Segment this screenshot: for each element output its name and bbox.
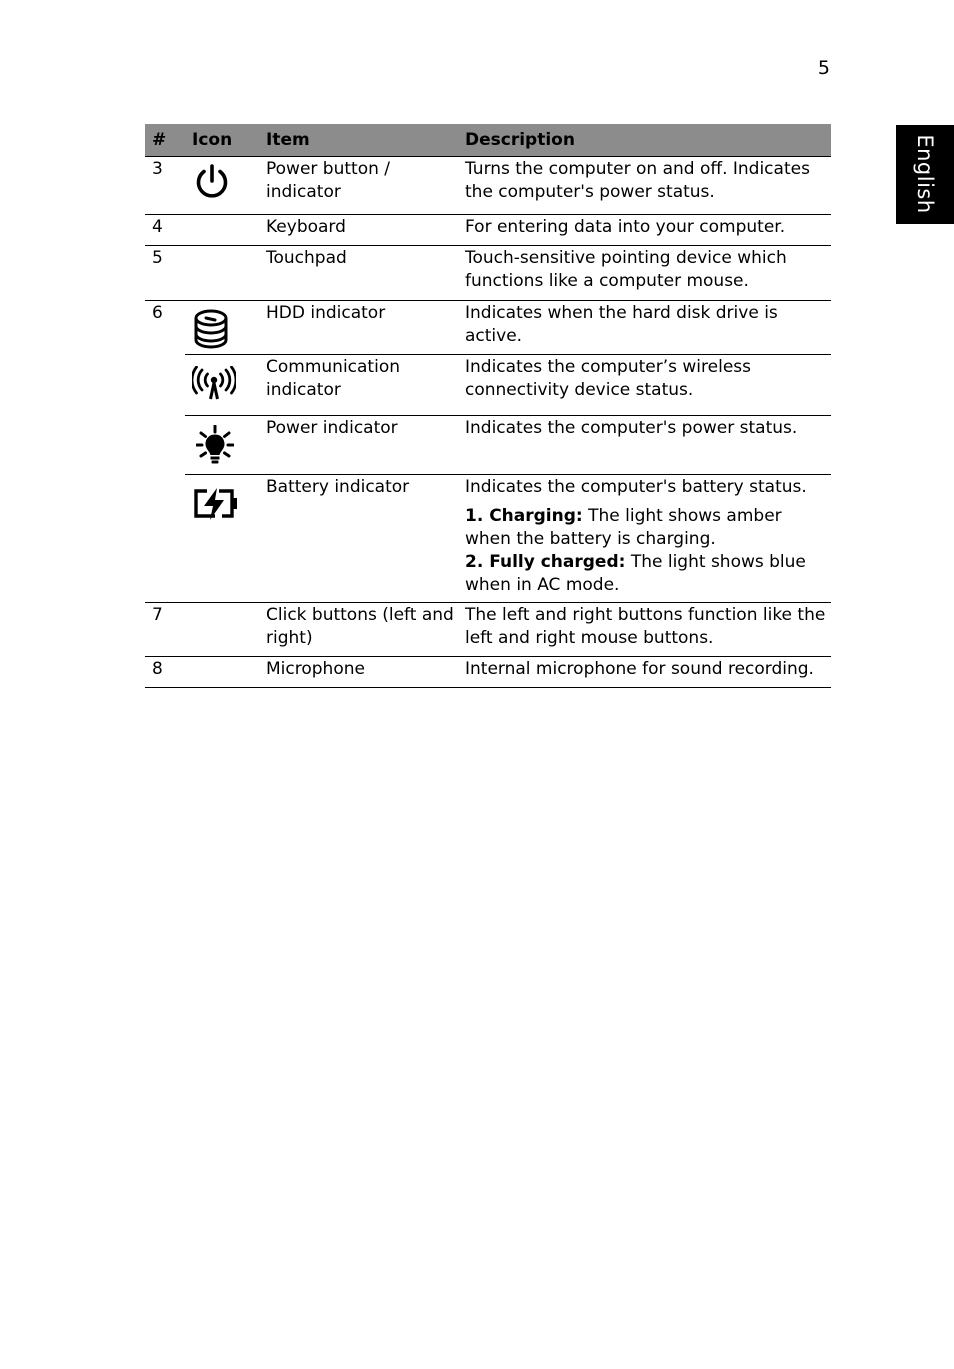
power-button-icon: [193, 163, 231, 201]
table-row: [145, 657, 831, 688]
row-item: Keyboard: [260, 215, 459, 246]
battery-charging-icon: [193, 488, 239, 520]
page-number: 5: [817, 57, 830, 79]
row-num: 4: [145, 215, 185, 246]
table-row: [145, 416, 831, 475]
header-item: Item: [260, 124, 459, 157]
row-description: Indicates the computer's power status.: [459, 416, 831, 475]
header-description: Description: [459, 124, 831, 157]
battery-note-charging: [465, 505, 829, 551]
row-description: Touch-sensitive pointing device which functions like a computer mouse.: [459, 246, 831, 301]
component-table: [145, 124, 831, 688]
row-num: 3: [145, 157, 185, 215]
row-description: Indicates the computer’s wireless connectivity device status.: [459, 355, 831, 416]
table-row: [145, 246, 831, 301]
row-description: Turns the computer on and off. Indicates the computer's power status.: [459, 157, 831, 215]
note-text: The light shows blue when in AC mode.: [465, 552, 806, 595]
note-label: 1. Charging:: [465, 506, 583, 526]
row-num: 7: [145, 603, 185, 657]
table-row: [145, 215, 831, 246]
table-header-row: [145, 124, 831, 157]
power-light-icon: [196, 425, 234, 467]
row-item: Communication indicator: [260, 355, 459, 416]
battery-description: Indicates the computer's battery status.: [465, 477, 807, 497]
row-item: Microphone: [260, 657, 459, 688]
row-item: HDD indicator: [260, 301, 459, 355]
row-description: For entering data into your computer.: [459, 215, 831, 246]
row-description: The left and right buttons function like the left and right mouse buttons.: [459, 603, 831, 657]
battery-note-fully-charged: [465, 551, 829, 597]
wireless-icon: [192, 366, 236, 402]
row-item: Click buttons (left and right): [260, 603, 459, 657]
note-text: The light shows amber when the battery is charging.: [465, 506, 782, 549]
row-item: Power indicator: [260, 416, 459, 475]
table-row: [145, 355, 831, 416]
language-tab: [896, 125, 954, 224]
row-description: [459, 475, 831, 603]
row-num: 5: [145, 246, 185, 301]
row-description: Indicates when the hard disk drive is active.: [459, 301, 831, 355]
language-tab-label: English: [913, 134, 937, 214]
table-row: [145, 475, 831, 603]
row-num: 6: [145, 301, 185, 603]
row-item: Battery indicator: [260, 475, 459, 603]
header-icon: Icon: [185, 124, 260, 157]
note-label: 2. Fully charged:: [465, 552, 626, 572]
row-num: 8: [145, 657, 185, 688]
table-row: [145, 603, 831, 657]
header-num: #: [145, 124, 185, 157]
hdd-icon: [193, 309, 229, 349]
table-row: [145, 301, 831, 355]
table-row: [145, 157, 831, 215]
row-item: Touchpad: [260, 246, 459, 301]
row-item: Power button / indicator: [260, 157, 459, 215]
row-description: Internal microphone for sound recording.: [459, 657, 831, 688]
